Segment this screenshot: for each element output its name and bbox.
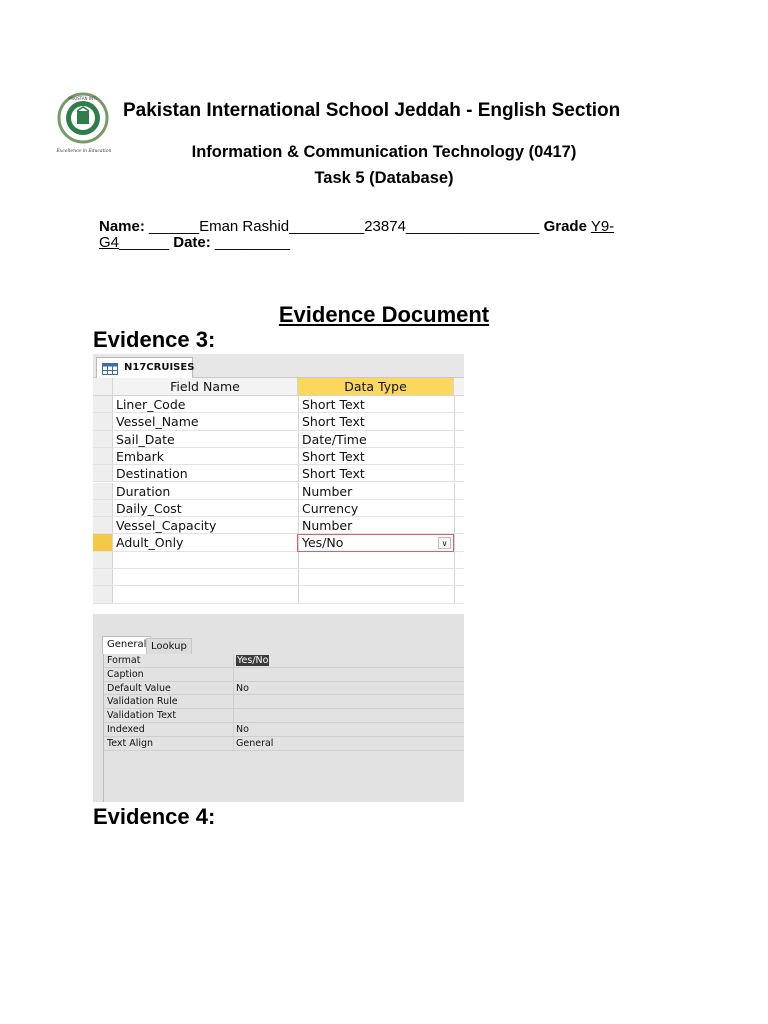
property-value[interactable]: No bbox=[236, 723, 249, 735]
row-selector[interactable] bbox=[93, 517, 113, 533]
empty-row[interactable] bbox=[93, 586, 464, 603]
evidence-3-heading: Evidence 3: bbox=[93, 327, 216, 352]
name-value: ______Eman Rashid_________23874________________ bbox=[144, 218, 544, 235]
data-type-cell[interactable]: Short Text bbox=[302, 448, 365, 464]
data-type-cell[interactable]: Date/Time bbox=[302, 431, 367, 447]
field-row[interactable] bbox=[93, 534, 464, 551]
row-selector[interactable] bbox=[93, 586, 113, 602]
data-type-header[interactable]: Data Type bbox=[298, 378, 454, 396]
task-title: Task 5 (Database) bbox=[314, 169, 454, 187]
column-divider bbox=[454, 431, 455, 447]
field-name-header[interactable]: Field Name bbox=[113, 378, 298, 396]
table-icon bbox=[102, 363, 118, 375]
data-type-cell[interactable]: Number bbox=[302, 483, 353, 499]
row-selector[interactable] bbox=[93, 500, 113, 516]
column-divider bbox=[298, 448, 299, 464]
property-label: Indexed bbox=[107, 723, 145, 735]
row-selector[interactable] bbox=[93, 413, 113, 429]
data-type-cell[interactable]: Currency bbox=[302, 500, 359, 516]
field-row[interactable] bbox=[93, 500, 464, 517]
property-divider bbox=[233, 682, 234, 695]
property-divider bbox=[233, 709, 234, 722]
properties-left-gutter bbox=[93, 654, 104, 802]
field-name-cell[interactable]: Daily_Cost bbox=[116, 500, 182, 516]
empty-row[interactable] bbox=[93, 569, 464, 586]
property-row[interactable] bbox=[104, 709, 464, 723]
grade-label: Grade bbox=[543, 218, 587, 235]
object-tab-bar bbox=[93, 354, 464, 378]
column-divider bbox=[298, 552, 299, 568]
date-label: Date: bbox=[173, 234, 211, 251]
subject-title: Information & Communication Technology (0417) bbox=[191, 143, 577, 161]
property-row[interactable] bbox=[104, 723, 464, 737]
data-type-cell[interactable]: Short Text bbox=[302, 466, 365, 482]
row-selector-header bbox=[93, 378, 113, 396]
field-name-cell[interactable]: Destination bbox=[116, 466, 188, 482]
tab-lookup[interactable]: Lookup bbox=[146, 638, 192, 654]
data-type-cell[interactable]: Number bbox=[302, 518, 353, 534]
data-type-dropdown[interactable] bbox=[297, 534, 454, 552]
field-row[interactable] bbox=[93, 413, 464, 430]
column-divider bbox=[454, 396, 455, 412]
tab-general[interactable]: General bbox=[102, 636, 151, 654]
access-table-design-screenshot bbox=[93, 354, 464, 802]
field-row[interactable] bbox=[93, 396, 464, 413]
row-selector[interactable] bbox=[93, 448, 113, 464]
row-selector[interactable] bbox=[93, 465, 113, 481]
field-name-cell[interactable]: Vessel_Name bbox=[116, 414, 199, 430]
properties-table bbox=[104, 654, 464, 751]
property-divider bbox=[233, 723, 234, 736]
chevron-down-icon[interactable]: ∨ bbox=[438, 537, 451, 549]
property-value[interactable]: General bbox=[236, 737, 274, 749]
property-label: Default Value bbox=[107, 682, 171, 694]
student-info-line bbox=[99, 219, 644, 251]
data-type-cell[interactable]: Short Text bbox=[302, 397, 365, 412]
svg-text:PAKISTAN INTL: PAKISTAN INTL bbox=[68, 96, 98, 101]
column-divider bbox=[454, 465, 455, 481]
svg-text:Excellence in Education: Excellence in Education bbox=[56, 149, 112, 154]
date-value: _________ bbox=[210, 234, 291, 251]
property-row[interactable] bbox=[104, 682, 464, 696]
empty-row[interactable] bbox=[93, 552, 464, 569]
table-tab[interactable] bbox=[96, 357, 193, 379]
row-selector[interactable] bbox=[93, 569, 113, 585]
column-divider bbox=[454, 534, 455, 550]
property-label: Validation Text bbox=[107, 710, 177, 722]
document-title: Evidence Document bbox=[278, 302, 490, 327]
property-row[interactable] bbox=[104, 668, 464, 682]
field-name-cell[interactable]: Adult_Only bbox=[116, 535, 184, 551]
column-divider bbox=[454, 586, 455, 602]
description-header[interactable] bbox=[454, 378, 464, 396]
property-divider bbox=[233, 737, 234, 750]
column-divider bbox=[454, 500, 455, 516]
column-divider bbox=[454, 413, 455, 429]
property-divider bbox=[233, 695, 234, 708]
column-divider bbox=[454, 552, 455, 568]
property-row[interactable] bbox=[104, 695, 464, 709]
row-selector[interactable] bbox=[93, 534, 113, 550]
column-divider bbox=[298, 396, 299, 412]
column-divider bbox=[298, 500, 299, 516]
column-divider bbox=[454, 448, 455, 464]
name-label: Name: bbox=[99, 218, 145, 235]
column-divider bbox=[454, 517, 455, 533]
column-divider bbox=[298, 413, 299, 429]
field-properties-pane bbox=[93, 614, 464, 802]
field-name-cell[interactable]: Duration bbox=[116, 483, 171, 499]
column-divider bbox=[454, 569, 455, 585]
column-divider bbox=[298, 431, 299, 447]
school-name: Pakistan International School Jeddah - English Section bbox=[123, 100, 621, 121]
field-row[interactable] bbox=[93, 431, 464, 448]
column-divider bbox=[298, 483, 299, 499]
column-divider bbox=[298, 586, 299, 602]
evidence-4-heading: Evidence 4: bbox=[93, 804, 216, 829]
column-divider bbox=[298, 517, 299, 533]
field-name-cell[interactable]: Embark bbox=[116, 448, 165, 464]
field-row[interactable] bbox=[93, 517, 464, 534]
grade-value-b: G4 bbox=[99, 234, 120, 251]
property-label: Text Align bbox=[107, 737, 154, 749]
row-selector[interactable] bbox=[93, 552, 113, 568]
field-grid bbox=[93, 378, 464, 614]
field-name-cell[interactable]: Vessel_Capacity bbox=[116, 518, 217, 534]
property-row[interactable] bbox=[104, 737, 464, 751]
row-selector[interactable] bbox=[93, 396, 113, 412]
column-divider bbox=[298, 465, 299, 481]
column-divider bbox=[298, 569, 299, 585]
column-divider bbox=[454, 483, 455, 499]
property-row[interactable] bbox=[104, 654, 464, 668]
field-row[interactable] bbox=[93, 465, 464, 482]
field-row[interactable] bbox=[93, 483, 464, 500]
property-value[interactable]: Yes/No bbox=[237, 655, 269, 666]
property-divider bbox=[233, 654, 234, 667]
grade-value-a: Y9- bbox=[590, 218, 615, 235]
data-type-cell[interactable]: Yes/No bbox=[302, 535, 344, 551]
property-value[interactable]: No bbox=[236, 682, 249, 694]
field-row[interactable] bbox=[93, 448, 464, 465]
data-type-cell[interactable]: Short Text bbox=[302, 414, 365, 430]
row-selector[interactable] bbox=[93, 483, 113, 499]
row-selector[interactable] bbox=[93, 431, 113, 447]
table-tab-label: N17CRUISES bbox=[124, 362, 195, 373]
field-name-cell[interactable]: Liner_Code bbox=[116, 397, 186, 412]
field-name-cell[interactable]: Sail_Date bbox=[116, 431, 175, 447]
property-label: Caption bbox=[107, 668, 144, 680]
date-gap: ______ bbox=[119, 234, 174, 251]
property-label: Format bbox=[107, 655, 141, 666]
property-label: Validation Rule bbox=[107, 696, 178, 708]
property-divider bbox=[233, 668, 234, 681]
